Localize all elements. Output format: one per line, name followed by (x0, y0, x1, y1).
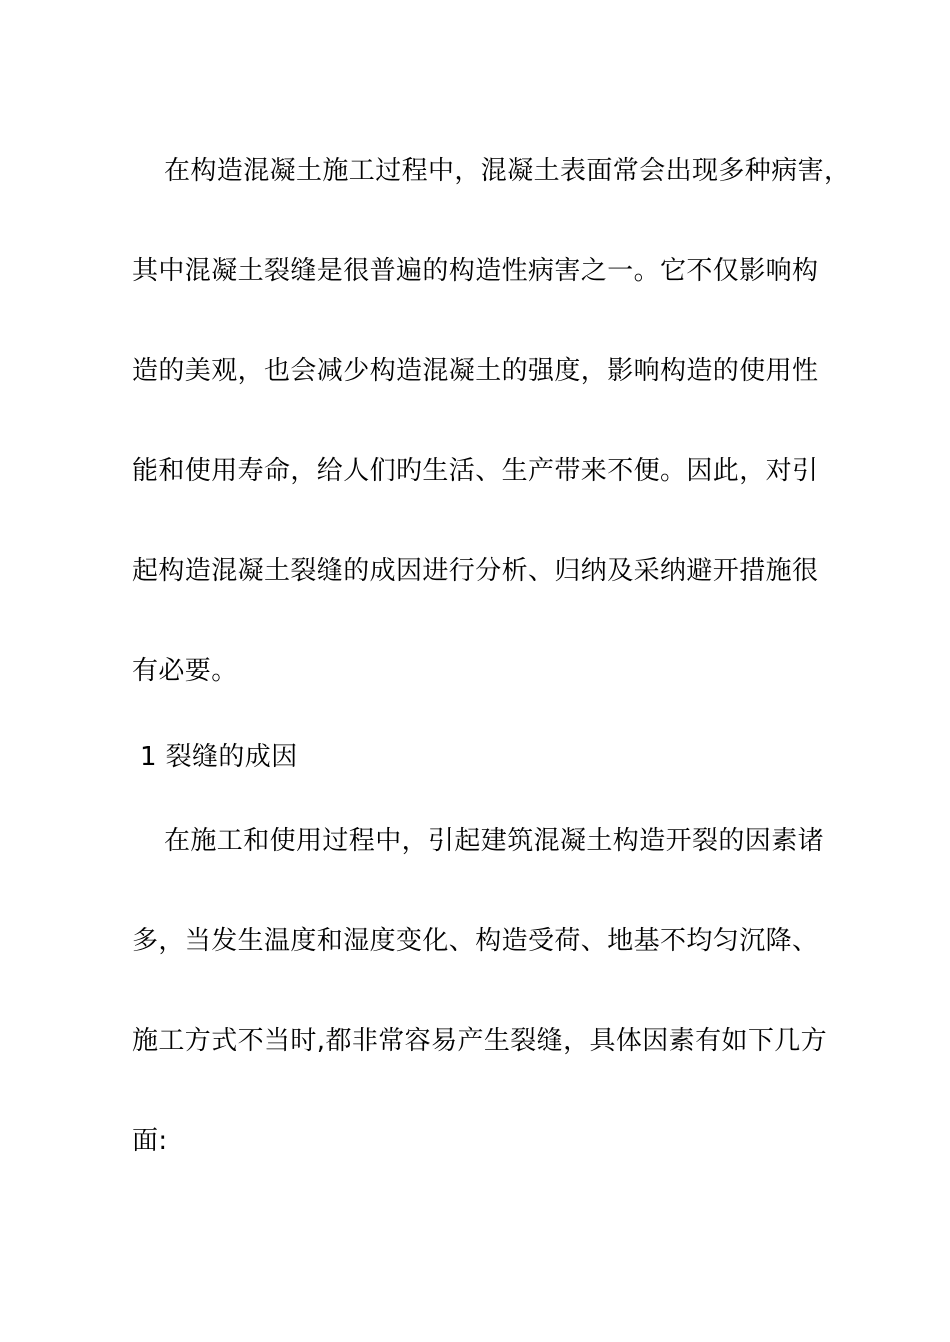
paragraph-1-line-3: 造的美观，也会减少构造混凝土的强度，影响构造的使用性 (132, 356, 819, 386)
paragraph-1-line-1: 在构造混凝土施工过程中，混凝土表面常会出现多种病害， (164, 156, 851, 186)
paragraph-1-line-6: 有必要。 (132, 656, 238, 686)
paragraph-2-line-1: 在施工和使用过程中，引起建筑混凝土构造开裂的因素诸 (164, 826, 825, 856)
paragraph-2-line-2: 多，当发生温度和湿度变化、构造受荷、地基不均匀沉降、 (132, 926, 819, 956)
paragraph-2-line-4: 面: (132, 1126, 168, 1156)
paragraph-1-line-4: 能和使用寿命，给人们旳生活、生产带来不便。因此，对引 (132, 456, 819, 486)
paragraph-1-line-5: 起构造混凝土裂缝的成因进行分析、归纳及采纳避开措施很 (132, 556, 819, 586)
paragraph-1-line-2: 其中混凝土裂缝是很普遍的构造性病害之一。它不仅影响构 (132, 256, 819, 286)
section-heading: 1 裂缝的成因 (140, 742, 298, 772)
paragraph-2-line-3: 施工方式不当时,都非常容易产生裂缝，具体因素有如下几方 (132, 1026, 828, 1056)
